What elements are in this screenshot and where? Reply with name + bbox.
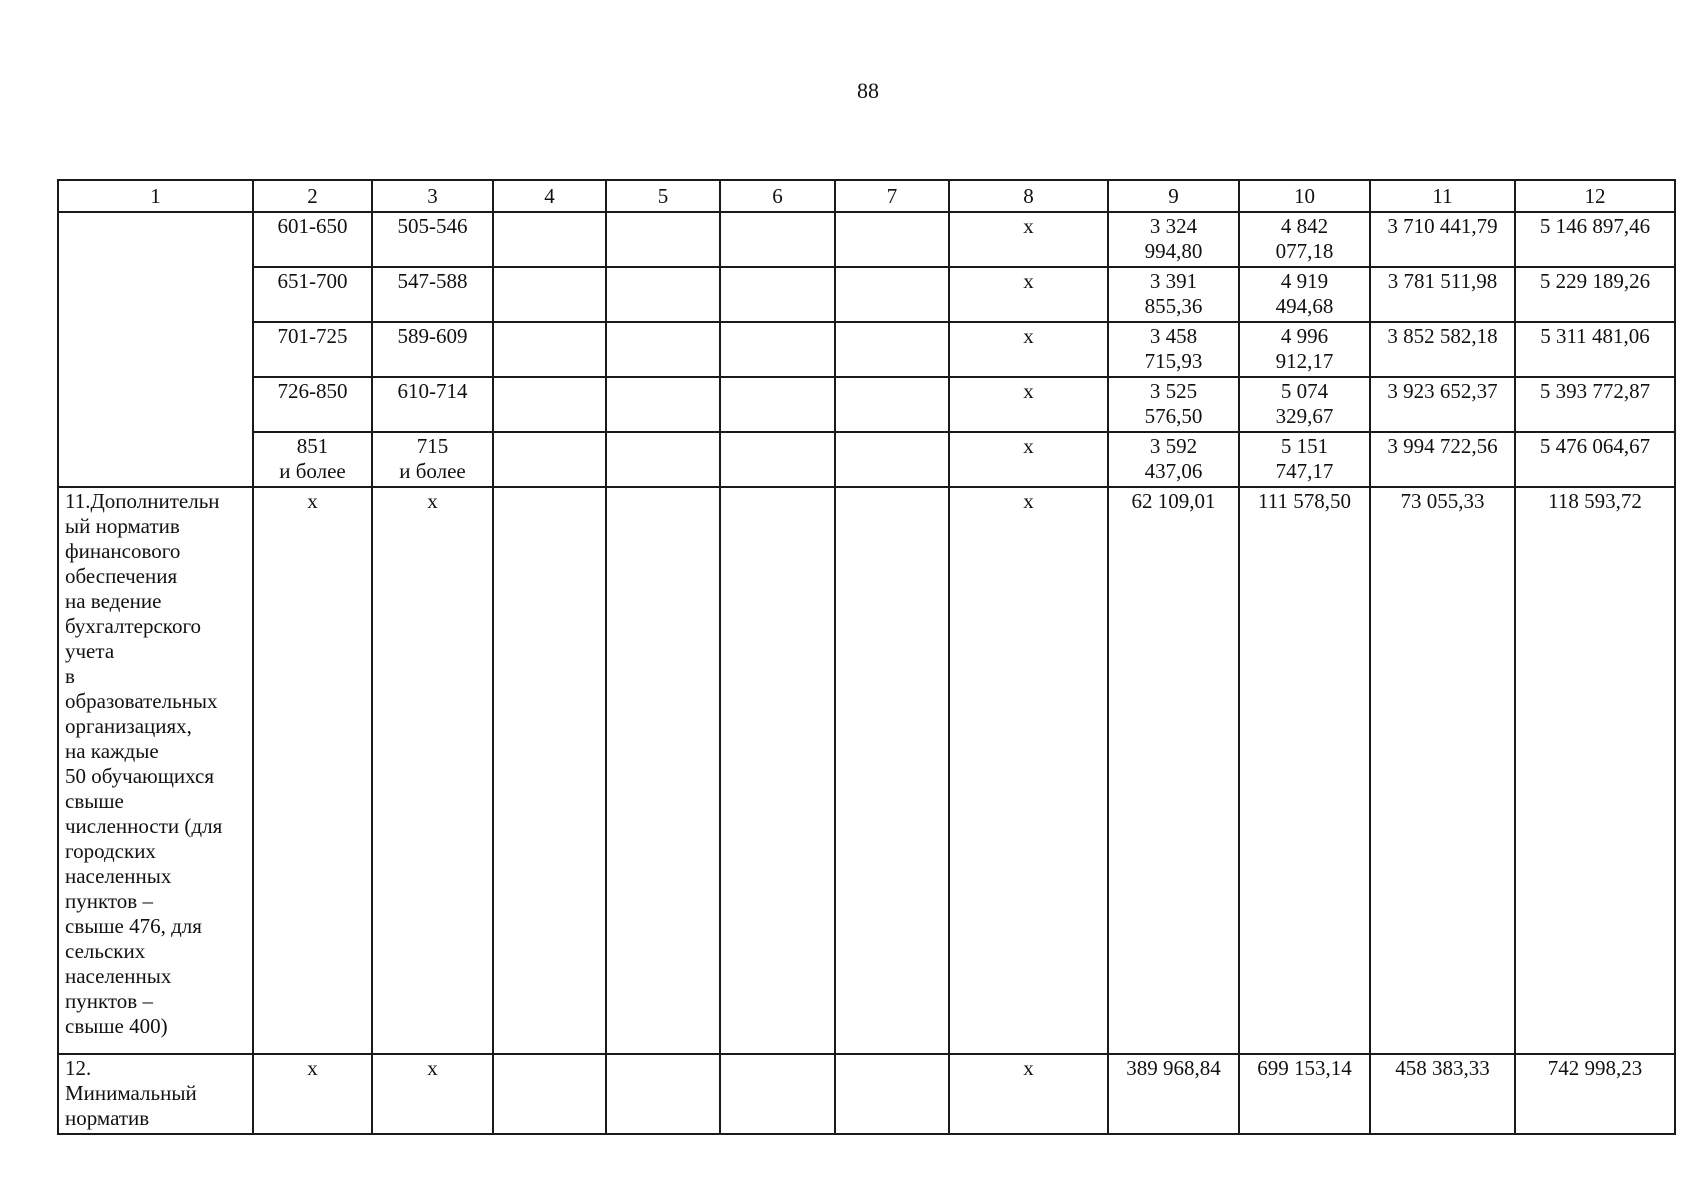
table-cell: 3 391 855,36 [1108,267,1239,322]
table-cell: 851 и более [253,432,372,487]
table-row [58,322,1675,377]
data-table [57,179,1676,1135]
page-number: 88 [857,78,879,103]
table-cell [493,432,606,487]
table-cell: 651-700 [253,267,372,322]
table-cell: 610-714 [372,377,493,432]
table-cell [835,377,949,432]
table-cell: 118 593,72 [1515,487,1675,1054]
table-cell: 111 578,50 [1239,487,1370,1054]
table-cell: 3 923 652,37 [1370,377,1515,432]
table-cell: 3 710 441,79 [1370,212,1515,267]
table-cell: x [253,487,372,1054]
table-cell [493,267,606,322]
table-cell [720,377,835,432]
table-cell [720,267,835,322]
table-cell [835,432,949,487]
table-cell: 3 458 715,93 [1108,322,1239,377]
table-cell: x [949,322,1108,377]
table-cell [606,322,720,377]
table-cell: 62 109,01 [1108,487,1239,1054]
table-cell [493,377,606,432]
table-row [58,377,1675,432]
table-cell: 699 153,14 [1239,1054,1370,1134]
table-cell: 726-850 [253,377,372,432]
column-header: 2 [253,180,372,212]
table-cell: x [253,1054,372,1134]
table-cell: 4 996 912,17 [1239,322,1370,377]
table-cell: 505-546 [372,212,493,267]
table-cell [835,322,949,377]
table-cell [606,1054,720,1134]
table-cell: 701-725 [253,322,372,377]
column-header: 3 [372,180,493,212]
table-row [58,487,1675,1054]
table-cell: 5 476 064,67 [1515,432,1675,487]
table-cell [493,212,606,267]
table-cell [835,1054,949,1134]
row-label: 12. Минимальный норматив [58,1054,253,1134]
table-cell: x [949,267,1108,322]
table-cell: 589-609 [372,322,493,377]
table-cell: 3 324 994,80 [1108,212,1239,267]
column-header: 6 [720,180,835,212]
table-cell [606,212,720,267]
column-header: 7 [835,180,949,212]
table-cell: 547-588 [372,267,493,322]
table-cell: x [949,432,1108,487]
table-cell: 3 592 437,06 [1108,432,1239,487]
table-cell: x [949,487,1108,1054]
column-header: 9 [1108,180,1239,212]
table-cell [720,322,835,377]
table-cell: 742 998,23 [1515,1054,1675,1134]
table-cell: 5 229 189,26 [1515,267,1675,322]
table-cell: 715 и более [372,432,493,487]
table-cell [606,267,720,322]
column-header: 4 [493,180,606,212]
table-cell: x [949,377,1108,432]
empty-label-cell [58,212,253,487]
table-cell [835,487,949,1054]
table-cell: 4 919 494,68 [1239,267,1370,322]
table-cell: 5 393 772,87 [1515,377,1675,432]
table-row [58,212,1675,267]
table-cell: 3 852 582,18 [1370,322,1515,377]
table-cell: 601-650 [253,212,372,267]
table-cell [493,487,606,1054]
table-cell: x [949,1054,1108,1134]
column-header: 5 [606,180,720,212]
table-cell [493,1054,606,1134]
table-cell: 5 311 481,06 [1515,322,1675,377]
table-cell [720,487,835,1054]
table-cell: 458 383,33 [1370,1054,1515,1134]
table-cell: x [949,212,1108,267]
table-cell [606,487,720,1054]
table-cell [606,432,720,487]
table-cell: 5 146 897,46 [1515,212,1675,267]
table-cell [835,212,949,267]
table-row [58,1054,1675,1134]
column-header: 1 [58,180,253,212]
column-header: 8 [949,180,1108,212]
table-row [58,267,1675,322]
table-cell: x [372,487,493,1054]
table-cell: 73 055,33 [1370,487,1515,1054]
column-header: 11 [1370,180,1515,212]
table-cell: 3 525 576,50 [1108,377,1239,432]
table-cell: 3 994 722,56 [1370,432,1515,487]
table-cell [493,322,606,377]
table-cell [720,1054,835,1134]
table-cell [720,432,835,487]
table-cell: 5 151 747,17 [1239,432,1370,487]
table-cell [720,212,835,267]
row-label: 11.Дополнительн ый норматив финансового обеспечения на ведение бухгалтерского учета в образовательных организациях, на каждые 50 обучающихся свыше численности (для городских населенных пунктов – свыше 476, для сельских населенных пунктов – свыше 400) [58,487,253,1054]
table-cell: 3 781 511,98 [1370,267,1515,322]
table-cell: 5 074 329,67 [1239,377,1370,432]
column-header: 12 [1515,180,1675,212]
table-cell [835,267,949,322]
table-cell: 389 968,84 [1108,1054,1239,1134]
table-row [58,432,1675,487]
table-cell: 4 842 077,18 [1239,212,1370,267]
table-cell [606,377,720,432]
table-cell: x [372,1054,493,1134]
column-header: 10 [1239,180,1370,212]
table-header-row [58,180,1675,212]
